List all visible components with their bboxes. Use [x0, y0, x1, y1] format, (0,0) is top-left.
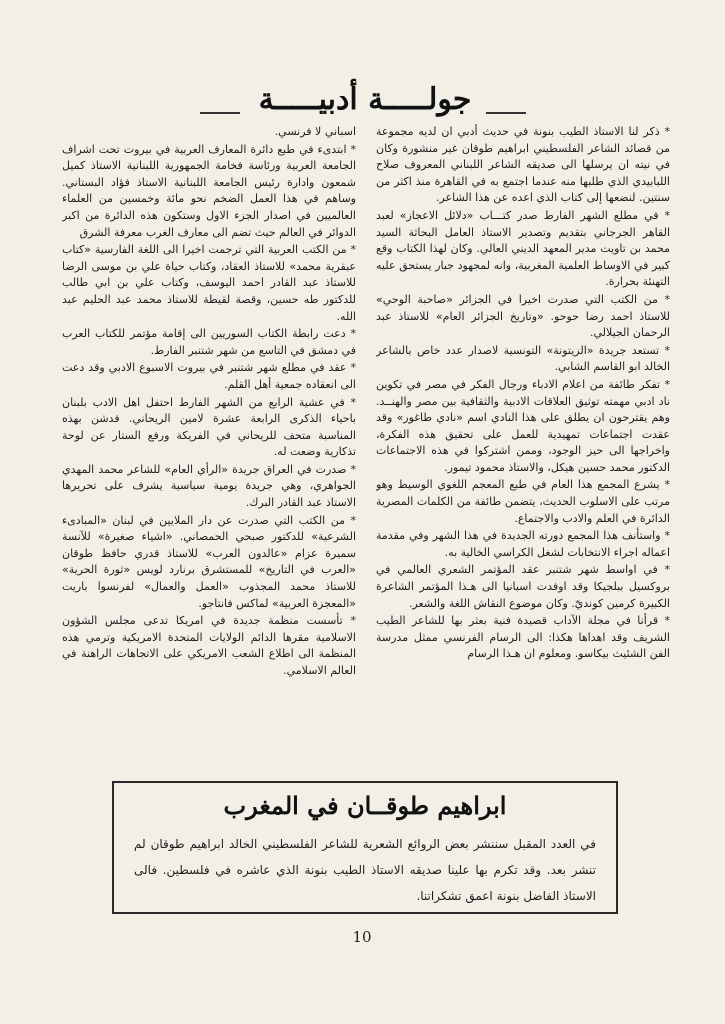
news-item: * من الكتب العربية التي ترجمت اخيرا الى اللغة الفارسية «كتاب عبقرية محمد» للاستاذ العقاد، وكتاب حياة علي بن موسى الرضا للاستاذ عبد القادر احمد اليوسف، وكتاب علي بن ابي طالب للدكتور طه حسين، وقصة لقيطة للاستاذ محمد عبد الحليم عبد الله. [62, 243, 356, 323]
news-item: * دعت رابطة الكتاب السوريين الى إقامة مؤتمر للكتاب العرب في دمشق في التاسع من شهر شتنبر الفارط. [62, 327, 356, 357]
news-item: * صدرت في العراق جريدة «الرأي العام» للشاعر محمد المهدي الجواهري، وهي جريدة يومية سياسية يشرف على تحريرها الاستاذ عبد القادر البرك. [62, 462, 356, 510]
news-item: * من الكتب التي صدرت اخيرا في الجزائر «صاحبة الوحي» للاستاذ احمد رضا حوحو. «وتاريخ الجزائر العام» للاستاذ عبد الرحمان الجيلالي. [376, 292, 670, 340]
page-title: جولـــــة أدبيـــــة [258, 82, 472, 117]
news-item: * عقد في مطلع شهر شتنبر في بيروت الاسبوع الادبي وقد دعت الى انعقاده جمعية أهل القلم. [62, 361, 356, 391]
news-item: * تأسست منظمة جديدة في امريكا تدعى مجلس الشؤون الاسلامية مقرها الدائم الولايات المتحدة الامريكية وترمي هذه المنظمة الى اطلاع الشعب الامريكي على الاتجاهات الراهنة في العالم الاسلامي. [62, 614, 356, 677]
news-item: * واستأنف هذا المجمع دورته الجديدة في هذا الشهر وفي مقدمة اعماله اجراء الانتخابات لشغل الكراسي الخالية به. [376, 529, 670, 559]
title-rule-right [486, 112, 526, 114]
news-item: * في اواسط شهر شتنبر عقد المؤتمر الشعري العالمي في بروكسيل ببلجيكا وقد اوفدت اسبانيا الى هـذا المؤتمر الشاعرة الكبيرة كرمين كونديّ. وكان موضوع النقاش اللغة والشعر. [376, 563, 670, 610]
news-item: * في عشية الرابع من الشهر الفارط احتفل اهل الادب بلبنان باحياء الذكرى الرابعة عشرة لامين الريحاني. فدشن بهذه المناسبة متحف للريحاني في الفريكة ورفع الستار عن لوحة تذكارية وضعت له. [62, 395, 356, 459]
news-item: * من الكتب التي صدرت عن دار الملايين في لبنان «المبادىء الشرعية» للدكتور صبحي الحمصاني. «اشياء صغيرة» للآنسة سميرة عزام «عالدون العرب» للاستاذ قدري حافظ طوقان «العرب في التاريخ» للمستشرق برنارد لويس «ثورة الحرية» للاستاذ محمد المجذوب «العمل والعمال» لفرنسوا باريت «المعجزة العربية» لماكس فانتاجو. [62, 513, 356, 610]
news-item: * قرأنا في مجلة الآداب قصيدة فنية بعثر بها للشاعر الطيب الشريف وقد اهداها هكذا: الى الرسام الفرنسي ممثل مدرسة الفن الشئيث بيكاسو. ومعلوم ان هـذا الرسام [376, 614, 670, 661]
announcement-title: ابراهيم طوقــان في المغرب [223, 791, 507, 820]
right-column [376, 124, 670, 784]
news-item: * ابتدىء في طبع دائرة المعارف العربية في بيروت تحت اشراف الجامعة العربية ورئاسة فخامة الجمهورية اللبنانية الاستاذ كميل شمعون وادارة رئيس الجامعة اللبنانية الاستاذ فؤاد البستاني. وساهم في هذا العمل الضخم نحو مائة وخمسين من العلماء العالميين في اصدار الجزء الاول وستكون هذه الدائرة من اكبر الدوائر في العالم حيث تضم الى معارف الغرب معرفة الشرق [62, 142, 356, 239]
left-column [62, 124, 356, 784]
announcement-box [112, 781, 618, 914]
news-item: * يشرع المجمع هذا العام في طبع المعجم اللغوي الوسيط وهو مرتب على الاسلوب الحديث، يتضمن طائفة من الكلمات المصرية الدائرة في العلم والادب والاجتماع. [376, 478, 670, 525]
news-item: * في مطلع الشهر الفارط صدر كتـــاب «دلائل الاعجاز» لعبد القاهر الجرجاني بتقديم وتصدير الاستاذ العامل البحاثة السيد محمد بن تاويت مدير المعهد الديني العالي. وكان لهذا الكتاب وقع كبير في الاوساط العلمية المغربية، وانه لمجهود جبار يستحق عليه التهنئة بحرارة. [376, 208, 670, 289]
news-item-continued: اسباني لا فرنسي. [274, 125, 356, 138]
page-number: 10 [352, 928, 372, 946]
news-item: * ذكر لنا الاستاذ الطيب بنونة في حديث أدبي ان لديه مجموعة من قصائد الشاعر الفلسطيني ابراهيم طوقان غير منشورة وكان في نيته ان يرسلها الى صديقه الشاعر اللبناني المعروف صلاح اللبابيدي الذي طلبها منه عندما اجتمع به في القاهرة منذ اكثر من سنتين. لنضعها إلى كتاب الذي اعده عن هذا الشاعر. [376, 125, 670, 205]
news-item: * تستعد جريدة «الزيتونة» التونسية لاصدار عدد خاص بالشاعر الخالد ابو القاسم الشابي. [376, 343, 670, 374]
announcement-body: في العدد المقبل سننشر بعض الروائع الشعرية للشاعر الفلسطيني الخالد ابراهيم طوقان لم تنشر بعد. وقد تكرم بها علينا صديقه الاستاذ الطيب بنونة الذي عاشره في فلسطين. فالى الاستاذ الفاضل بنونة اعمق تشكراتنا. [134, 837, 596, 903]
news-item: * تفكر طائفة من اعلام الادباء ورجال الفكر في مصر في تكوين ناد ادبي مهمته توثيق العلاقات الادبية والثقافية بين مصر والهنــد. وهم يقترحون ان يطلق على هذا النادي اسم «نادي طاغور» وقد عقدت اجتماعات تمهيدية للعمل على تحقيق هذه الفكرة، واخراجها الى حيز الوجود، وممن اشتركوا في هذه الاجتماعات الدكتور محمد حسين هيكل، والاستاذ محمود تيمور. [376, 377, 670, 474]
